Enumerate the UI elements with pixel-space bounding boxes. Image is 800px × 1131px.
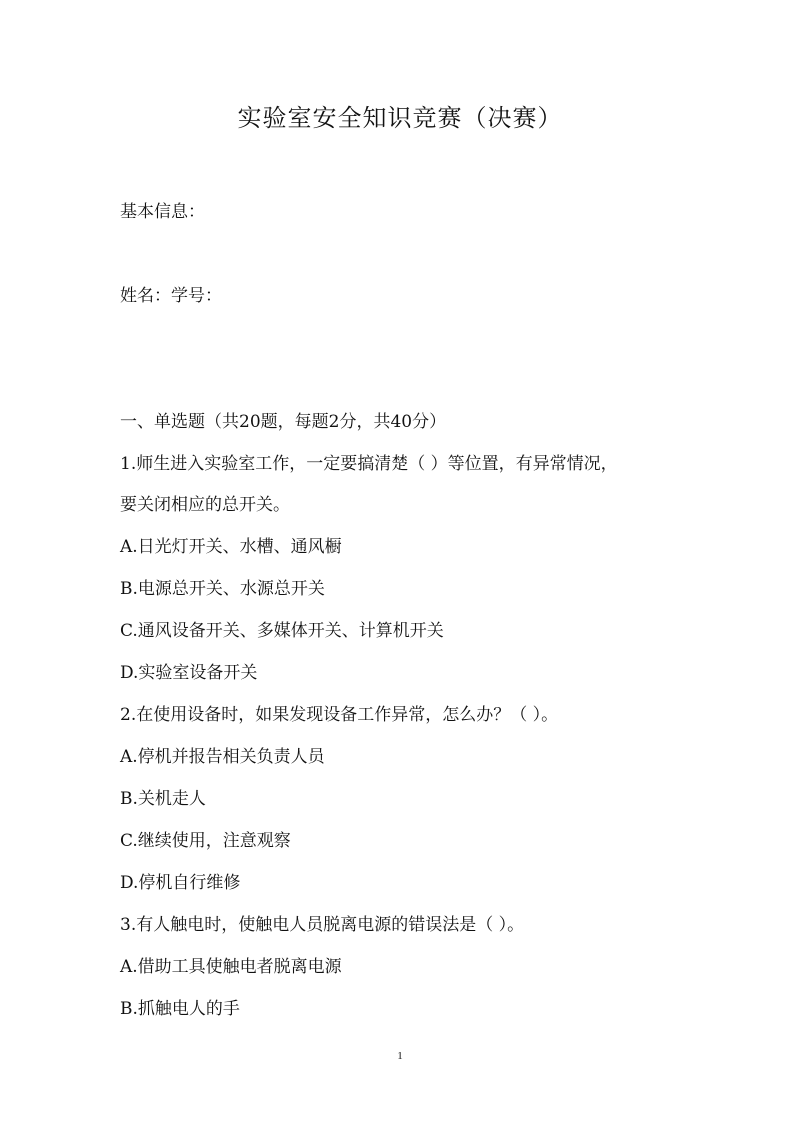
question-1-option-b: B.电源总开关、水源总开关	[120, 579, 325, 599]
question-1-option-c: C.通风设备开关、多媒体开关、计算机开关	[120, 621, 444, 641]
question-1-stem-line-1: 1.师生进入实验室工作，一定要搞清楚（ ）等位置，有异常情况，	[120, 454, 618, 474]
question-3-option-b: B.抓触电人的手	[120, 999, 240, 1019]
name-student-id-label: 姓名：学号：	[120, 286, 222, 306]
document-title: 实验室安全知识竞赛（决赛）	[237, 104, 563, 132]
question-2-option-a: A.停机并报告相关负责人员	[120, 747, 325, 767]
question-2-option-d: D.停机自行维修	[120, 873, 241, 893]
basic-info-label: 基本信息：	[120, 202, 205, 222]
question-2-option-b: B.关机走人	[120, 789, 206, 809]
question-3-option-a: A.借助工具使触电者脱离电源	[120, 957, 342, 977]
question-1-option-d: D.实验室设备开关	[120, 663, 258, 683]
question-3-stem: 3.有人触电时，使触电人员脱离电源的错误法是（ ）。	[120, 915, 525, 935]
question-2-stem: 2.在使用设备时，如果发现设备工作异常，怎么办？（ ）。	[120, 705, 559, 725]
question-1-stem-line-2: 要关闭相应的总开关。	[120, 495, 290, 515]
question-2-option-c: C.继续使用，注意观察	[120, 831, 291, 851]
page-number: 1	[397, 1050, 403, 1062]
question-1-option-a: A.日光灯开关、水槽、通风橱	[120, 537, 342, 557]
section-heading: 一、单选题（共20题，每题2分，共40分）	[120, 412, 447, 432]
